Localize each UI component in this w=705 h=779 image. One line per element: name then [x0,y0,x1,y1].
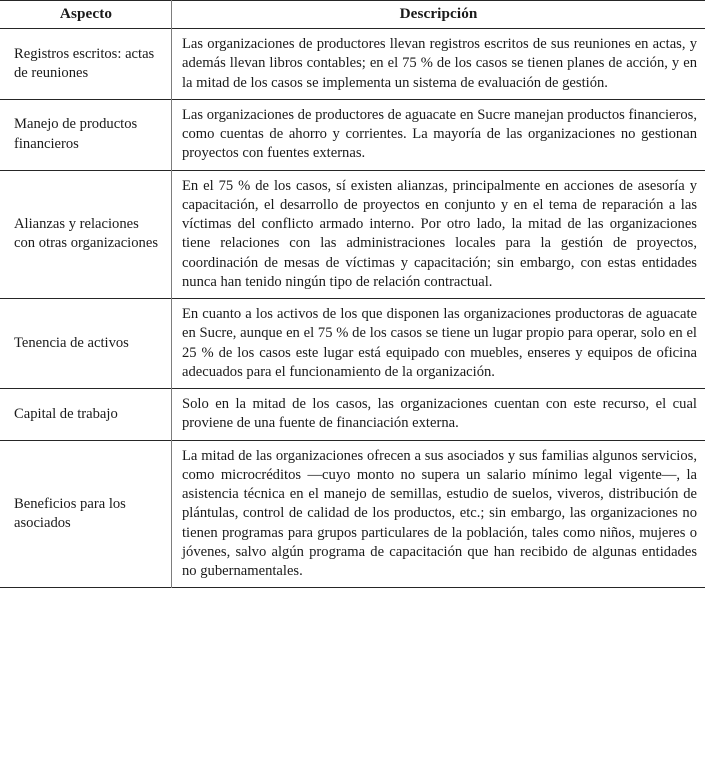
table-header-row [0,1,705,29]
row-description-cell [172,29,705,100]
table-header [0,1,705,29]
aspect-label: Beneficios para los asociados [14,495,126,531]
table-row [0,299,705,389]
row-aspect-cell [0,170,172,299]
table-row [0,440,705,588]
row-description-cell [172,99,705,170]
row-aspect-cell [0,29,172,100]
table-row [0,29,705,100]
column-header-descripcion: Descripción [399,5,478,22]
description-text: En el 75 % de los casos, sí existen alianzas, principalmente en acciones de asesoría y capacitación, el desarrollo de proyectos en conjunto y en el tema de reparación a las víctimas del conflicto armado interno. Por otro lado, la mitad de las organizaciones tiene relaciones con las administraciones locales para la gestión de proyectos, coordinación de mesas de víctimas y capacitación; sin embargo, con estas entidades nunca han tenido ningún tipo de relación contractual. [182,177,697,290]
row-aspect-cell [0,299,172,389]
aspect-label: Registros escritos: actas de reuniones [14,45,155,81]
row-aspect-cell [0,99,172,170]
aspect-label: Capital de trabajo [14,405,118,422]
table-row [0,170,705,299]
column-header-aspecto: Aspecto [0,1,172,29]
aspect-label: Tenencia de activos [14,334,129,351]
table-row [0,389,705,441]
description-text: En cuanto a los activos de los que disponen las organizaciones productoras de aguacate en Sucre, aunque en el 75 % de los casos se tiene un lugar propio para operar, solo en el 25 % de los casos este lugar está equipado con muebles, enseres y equipos de oficina adecuados para el funcionamiento de la organización. [182,306,697,380]
table-row [0,99,705,170]
row-description-cell [172,299,705,389]
description-text: La mitad de las organizaciones ofrecen a sus asociados y sus familias algunos servicios, como microcréditos —cuyo monto no supera un salario mínimo legal vigente—, la asistencia técnica en el manejo de semillas, estudio de suelos, viveros, distribución de plántulas, control de calidad de los productos, etc.; sin embargo, las organizaciones no tienen programas para grupos particulares de la población, tales como niños, mujeres o jóvenes, salvo algún programa de capacitación que han recibido de algunas entidades no gubernamentales. [182,447,697,580]
description-text: Las organizaciones de productores de aguacate en Sucre manejan productos financieros, como cuentas de ahorro y corrientes. La mayoría de las organizaciones no gestionan proyectos con fuentes externas. [182,106,697,162]
row-description-cell [172,389,705,441]
row-aspect-cell [0,389,172,441]
row-aspect-cell [0,440,172,588]
description-text: Las organizaciones de productores llevan registros escritos de sus reuniones en actas, y además llevan libros contables; en el 75 % de los casos se tienen planes de acción, y en la mitad de los casos se implementa un sistema de evaluación de gestión. [182,36,697,91]
aspect-label: Manejo de productos financieros [14,116,138,152]
description-text: Solo en la mitad de los casos, las organizaciones cuentan con este recurso, el cual proviene de una fuente de financiación externa. [182,396,697,432]
aspect-label: Alianzas y relaciones con otras organizaciones [14,216,158,252]
table-body [0,29,705,588]
row-description-cell [172,170,705,299]
row-description-cell [172,440,705,588]
